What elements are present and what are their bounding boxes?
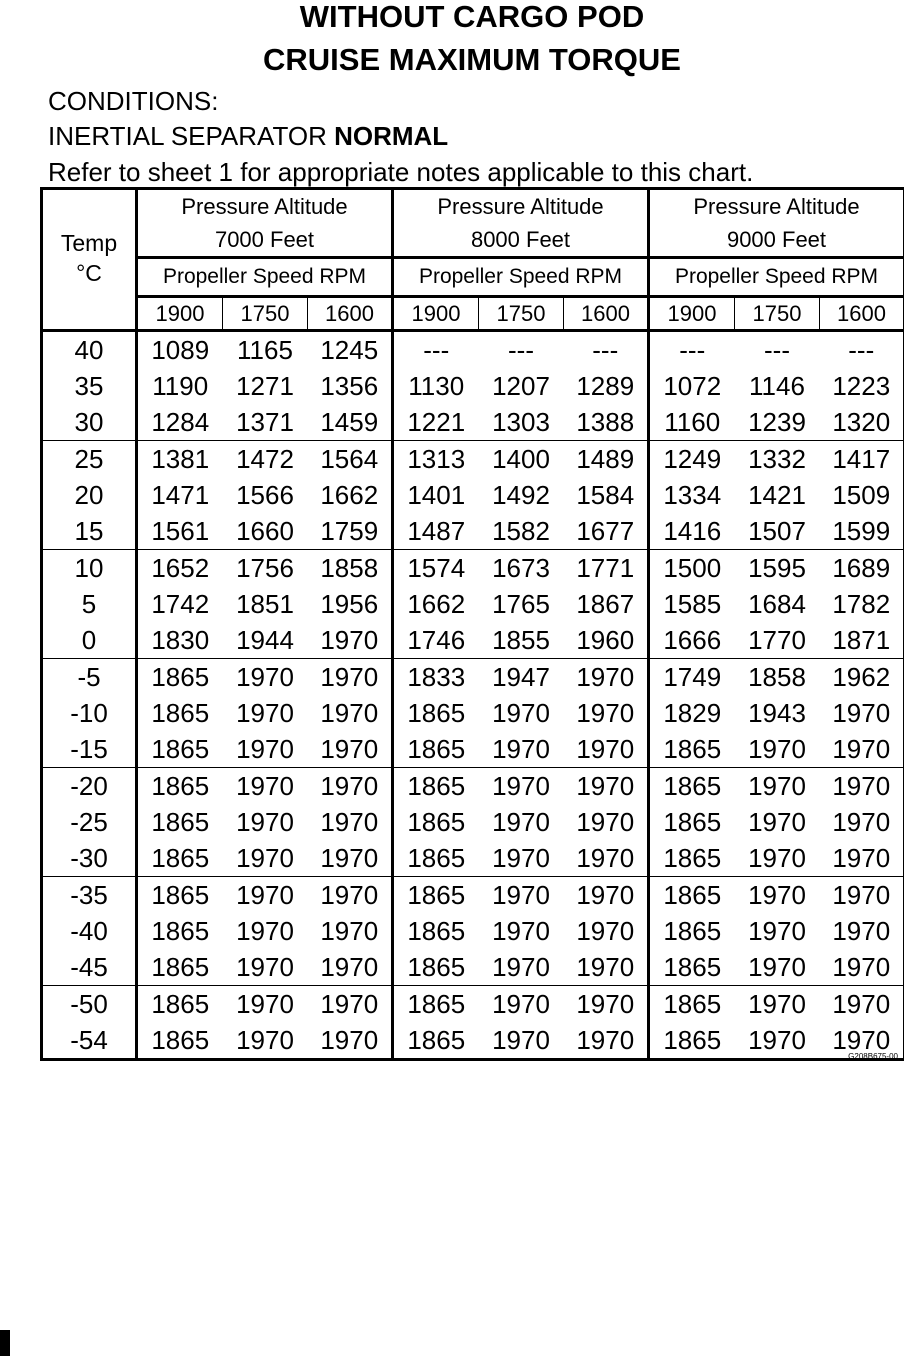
torque-value: 1970 [492, 915, 550, 946]
torque-value: 1245 [308, 331, 393, 369]
torque-value: 1564 [308, 441, 393, 478]
figure-id: G208B675-00 [848, 1052, 898, 1061]
torque-value: 1492 [492, 479, 550, 510]
torque-value: 1865 [663, 879, 722, 910]
torque-value: 1970 [223, 840, 308, 877]
torque-value: 1855 [479, 622, 564, 659]
torque-value: 1970 [748, 879, 806, 910]
torque-value: 1858 [748, 661, 806, 692]
table-row [42, 477, 904, 513]
torque-value: 1249 [663, 443, 722, 474]
rpm-header: 1750 [223, 297, 308, 331]
temp-cell-value: -15 [42, 731, 137, 768]
separator-value: NORMAL [334, 121, 449, 151]
torque-value: --- [508, 334, 534, 365]
torque-value: 1223 [820, 368, 904, 404]
propeller-speed-header-1: Propeller Speed RPM [393, 258, 649, 297]
torque-value: 1417 [820, 441, 904, 478]
torque-value: 1970 [564, 877, 649, 914]
torque-value: 1770 [735, 622, 820, 659]
chart-title-line-1: WITHOUT CARGO POD [299, 0, 645, 34]
torque-value: 1970 [236, 661, 294, 692]
temp-cell-value: -25 [42, 804, 137, 840]
torque-value: 1865 [393, 949, 479, 986]
temp-cell-value: 20 [42, 477, 137, 513]
torque-value: 1673 [492, 552, 550, 583]
torque-value: 1970 [236, 697, 294, 728]
temp-cell-value: 15 [42, 513, 137, 550]
torque-value: 1970 [492, 770, 550, 801]
torque-value: 1970 [748, 806, 806, 837]
torque-value: 1865 [663, 988, 722, 1019]
temp-cell-value: 40 [42, 331, 137, 369]
torque-value: 1742 [151, 588, 210, 619]
torque-value: 1584 [564, 477, 649, 513]
torque-value: 1865 [151, 661, 210, 692]
torque-value: 1146 [749, 370, 805, 401]
torque-value: 1865 [649, 840, 735, 877]
torque-value: 1970 [236, 879, 294, 910]
torque-value: 1970 [308, 659, 393, 696]
torque-value: 1970 [820, 913, 904, 949]
torque-value: --- [820, 331, 904, 369]
torque-value: 1960 [564, 622, 649, 659]
torque-value: 1160 [649, 404, 735, 441]
torque-value: 1944 [223, 622, 308, 659]
torque-value: 1970 [308, 840, 393, 877]
torque-value: 1334 [663, 479, 722, 510]
table-row [42, 804, 904, 840]
torque-value: 1970 [748, 915, 806, 946]
torque-value: 1865 [151, 915, 210, 946]
torque-value: 1471 [151, 479, 210, 510]
torque-value: 1970 [820, 986, 904, 1023]
torque-value: 1970 [564, 913, 649, 949]
torque-value: 1970 [564, 840, 649, 877]
temp-cell-value: 25 [42, 441, 137, 478]
torque-value: 1970 [735, 1022, 820, 1060]
torque-value: 1865 [151, 879, 210, 910]
torque-value: 1666 [649, 622, 735, 659]
torque-value: 1072 [663, 370, 722, 401]
temp-header-unit: °C [76, 260, 102, 286]
torque-value: 1833 [407, 661, 466, 692]
temp-cell-value: -45 [42, 949, 137, 986]
torque-value: 1190 [152, 370, 209, 401]
torque-value: 1962 [820, 659, 904, 696]
torque-value: 1970 [492, 697, 550, 728]
rpm-header: 1900 [393, 297, 479, 331]
table-row [42, 659, 904, 696]
torque-value: 1489 [564, 441, 649, 478]
table-row [42, 622, 904, 659]
inertial-separator-condition [48, 121, 448, 151]
torque-value: --- [764, 334, 790, 365]
temp-cell-value: -20 [42, 768, 137, 805]
torque-value: 1320 [820, 404, 904, 441]
reference-note: Refer to sheet 1 for appropriate notes applicable to this chart. [48, 157, 754, 187]
torque-value: 1858 [308, 550, 393, 587]
torque-value: 1970 [308, 622, 393, 659]
torque-value: 1271 [236, 370, 294, 401]
torque-value: 1970 [820, 1022, 904, 1060]
temp-cell-value: -30 [42, 840, 137, 877]
table-row [42, 368, 904, 404]
torque-value: 1746 [393, 622, 479, 659]
temp-cell-value: 30 [42, 404, 137, 441]
table-row [42, 768, 904, 805]
torque-value: 1970 [236, 806, 294, 837]
torque-value: 1970 [236, 915, 294, 946]
torque-value: 1865 [649, 1022, 735, 1060]
torque-value: 1865 [393, 731, 479, 768]
temp-cell-value: -10 [42, 695, 137, 731]
torque-value: 1970 [308, 949, 393, 986]
torque-value: 1566 [236, 479, 294, 510]
rpm-header: 1600 [564, 297, 649, 331]
torque-value: 1313 [407, 443, 466, 474]
torque-value: 1652 [151, 552, 210, 583]
torque-value: 1970 [479, 949, 564, 986]
torque-value: 1865 [407, 770, 466, 801]
header-row-altitude [42, 189, 904, 258]
torque-value: 1970 [479, 1022, 564, 1060]
torque-value: 1970 [492, 806, 550, 837]
temp-header [42, 189, 137, 331]
torque-value: 1221 [393, 404, 479, 441]
table-row [42, 695, 904, 731]
torque-value: 1303 [479, 404, 564, 441]
torque-value: 1970 [735, 731, 820, 768]
torque-value: 1689 [820, 550, 904, 587]
torque-value: 1970 [735, 949, 820, 986]
torque-value: 1289 [564, 368, 649, 404]
torque-value: 1970 [308, 986, 393, 1023]
rpm-header: 1600 [820, 297, 904, 331]
torque-value: 1595 [748, 552, 806, 583]
torque-value: 1782 [820, 586, 904, 622]
rpm-header: 1900 [649, 297, 735, 331]
torque-value: 1089 [151, 334, 210, 365]
torque-value: 1970 [308, 768, 393, 805]
torque-value: 1970 [308, 731, 393, 768]
torque-value: 1865 [393, 1022, 479, 1060]
separator-label: INERTIAL SEPARATOR [48, 121, 335, 151]
torque-value: 1943 [748, 697, 806, 728]
torque-value: 1749 [663, 661, 722, 692]
torque-value: 1865 [649, 731, 735, 768]
torque-value: 1509 [820, 477, 904, 513]
torque-value: 1865 [137, 731, 223, 768]
altitude-label: Pressure Altitude [181, 194, 348, 219]
torque-value: 1500 [663, 552, 722, 583]
table-row [42, 840, 904, 877]
altitude-header-0 [137, 189, 393, 258]
torque-value: 1956 [308, 586, 393, 622]
torque-value: 1662 [407, 588, 466, 619]
torque-value: 1865 [407, 697, 466, 728]
torque-value: 1970 [820, 877, 904, 914]
torque-value: 1130 [408, 370, 465, 401]
torque-value: 1356 [308, 368, 393, 404]
torque-value: 1865 [649, 949, 735, 986]
torque-value: 1970 [223, 949, 308, 986]
torque-value: 1684 [748, 588, 806, 619]
torque-value: 1970 [308, 695, 393, 731]
torque-value: 1771 [564, 550, 649, 587]
torque-value: 1851 [236, 588, 294, 619]
torque-value: 1970 [236, 770, 294, 801]
torque-value: 1865 [151, 988, 210, 1019]
torque-value: 1865 [137, 840, 223, 877]
table-row [42, 877, 904, 914]
torque-table [40, 187, 904, 1061]
rpm-header: 1900 [137, 297, 223, 331]
torque-value: 1970 [748, 770, 806, 801]
torque-value: 1865 [663, 770, 722, 801]
temp-cell-value: -54 [42, 1022, 137, 1060]
table-row [42, 986, 904, 1023]
temp-cell-value: 35 [42, 368, 137, 404]
torque-value: 1574 [407, 552, 466, 583]
torque-value: 1388 [564, 404, 649, 441]
torque-value: 1865 [407, 806, 466, 837]
torque-value: 1865 [151, 697, 210, 728]
torque-value: --- [679, 334, 706, 365]
propeller-speed-header-0: Propeller Speed RPM [137, 258, 393, 297]
torque-value: 1416 [649, 513, 735, 550]
rpm-header: 1750 [735, 297, 820, 331]
torque-value: 1865 [407, 988, 466, 1019]
torque-value: 1970 [820, 804, 904, 840]
torque-value: 1865 [663, 915, 722, 946]
rpm-header: 1600 [308, 297, 393, 331]
torque-value: 1830 [137, 622, 223, 659]
altitude-value: 9000 Feet [726, 227, 827, 252]
torque-value: --- [423, 334, 450, 365]
temp-cell-value: 10 [42, 550, 137, 587]
temp-cell-value: -35 [42, 877, 137, 914]
torque-value: 1970 [564, 986, 649, 1023]
header-row-speed [42, 258, 904, 297]
table-row [42, 586, 904, 622]
torque-value: 1947 [492, 661, 550, 692]
torque-value: 1970 [820, 731, 904, 768]
torque-value: 1759 [308, 513, 393, 550]
torque-value: 1865 [393, 840, 479, 877]
torque-value: 1970 [479, 731, 564, 768]
torque-value: 1970 [492, 988, 550, 1019]
torque-value: 1970 [820, 695, 904, 731]
torque-value: 1865 [151, 806, 210, 837]
torque-value: 1582 [479, 513, 564, 550]
table-row [42, 1022, 904, 1060]
altitude-header-2 [649, 189, 904, 258]
torque-value: 1970 [308, 913, 393, 949]
torque-value: 1284 [137, 404, 223, 441]
torque-value: 1207 [492, 370, 550, 401]
torque-value: 1970 [748, 988, 806, 1019]
torque-value: 1865 [137, 1022, 223, 1060]
header-row-rpm [42, 297, 904, 331]
torque-value: 1865 [663, 806, 722, 837]
torque-value: 1165 [237, 334, 293, 365]
torque-value: 1865 [137, 949, 223, 986]
rpm-header: 1750 [479, 297, 564, 331]
torque-value: 1970 [479, 840, 564, 877]
torque-value: 1660 [223, 513, 308, 550]
altitude-label: Pressure Altitude [437, 194, 604, 219]
torque-value: 1970 [308, 804, 393, 840]
torque-value: 1459 [308, 404, 393, 441]
temp-cell-value: -5 [42, 659, 137, 696]
torque-value: 1970 [564, 1022, 649, 1060]
altitude-value: 8000 Feet [470, 227, 571, 252]
torque-value: 1507 [735, 513, 820, 550]
torque-value: 1756 [236, 552, 294, 583]
temp-cell-value: 0 [42, 622, 137, 659]
table-row [42, 731, 904, 768]
table-row [42, 550, 904, 587]
torque-value: 1865 [407, 915, 466, 946]
torque-value: 1970 [564, 731, 649, 768]
altitude-label: Pressure Altitude [693, 194, 860, 219]
torque-value: 1677 [564, 513, 649, 550]
torque-value: 1487 [393, 513, 479, 550]
table-row [42, 513, 904, 550]
torque-value: 1970 [223, 731, 308, 768]
torque-value: 1239 [735, 404, 820, 441]
torque-value: 1970 [564, 768, 649, 805]
torque-value: 1472 [236, 443, 294, 474]
conditions-heading: CONDITIONS: [48, 86, 219, 116]
torque-value: 1970 [492, 879, 550, 910]
temp-cell-value: -50 [42, 986, 137, 1023]
torque-value: 1332 [748, 443, 806, 474]
altitude-value: 7000 Feet [214, 227, 315, 252]
chart-title-line-2: CRUISE MAXIMUM TORQUE [263, 42, 681, 77]
temp-header-label: Temp [60, 230, 118, 256]
torque-value: 1421 [748, 479, 806, 510]
torque-value: 1585 [663, 588, 722, 619]
propeller-speed-header-2: Propeller Speed RPM [649, 258, 904, 297]
torque-value: 1765 [492, 588, 550, 619]
torque-value: 1401 [407, 479, 466, 510]
torque-value: 1970 [564, 949, 649, 986]
torque-value: 1400 [492, 443, 550, 474]
torque-value: 1970 [223, 1022, 308, 1060]
torque-value: 1970 [820, 949, 904, 986]
torque-value: 1865 [407, 879, 466, 910]
table-row [42, 913, 904, 949]
torque-value: 1871 [820, 622, 904, 659]
torque-value: 1829 [663, 697, 722, 728]
torque-value: 1970 [308, 877, 393, 914]
torque-value: 1970 [236, 988, 294, 1019]
torque-value: 1561 [137, 513, 223, 550]
altitude-header-1 [393, 189, 649, 258]
torque-value: --- [564, 331, 649, 369]
table-row [42, 441, 904, 478]
temp-cell-value: -40 [42, 913, 137, 949]
page-corner-mark [0, 1330, 10, 1356]
table-row [42, 331, 904, 369]
torque-value: 1371 [223, 404, 308, 441]
torque-value: 1867 [564, 586, 649, 622]
torque-value: 1662 [308, 477, 393, 513]
torque-value: 1381 [151, 443, 210, 474]
torque-value: 1970 [564, 659, 649, 696]
torque-value: 1970 [735, 840, 820, 877]
torque-value: 1865 [151, 770, 210, 801]
table-row [42, 949, 904, 986]
torque-value: 1970 [564, 804, 649, 840]
temp-cell-value: 5 [42, 586, 137, 622]
table-row [42, 404, 904, 441]
torque-value: 1970 [820, 840, 904, 877]
torque-value: 1970 [308, 1022, 393, 1060]
torque-value: 1599 [820, 513, 904, 550]
torque-value: 1970 [564, 695, 649, 731]
torque-value: 1970 [820, 768, 904, 805]
